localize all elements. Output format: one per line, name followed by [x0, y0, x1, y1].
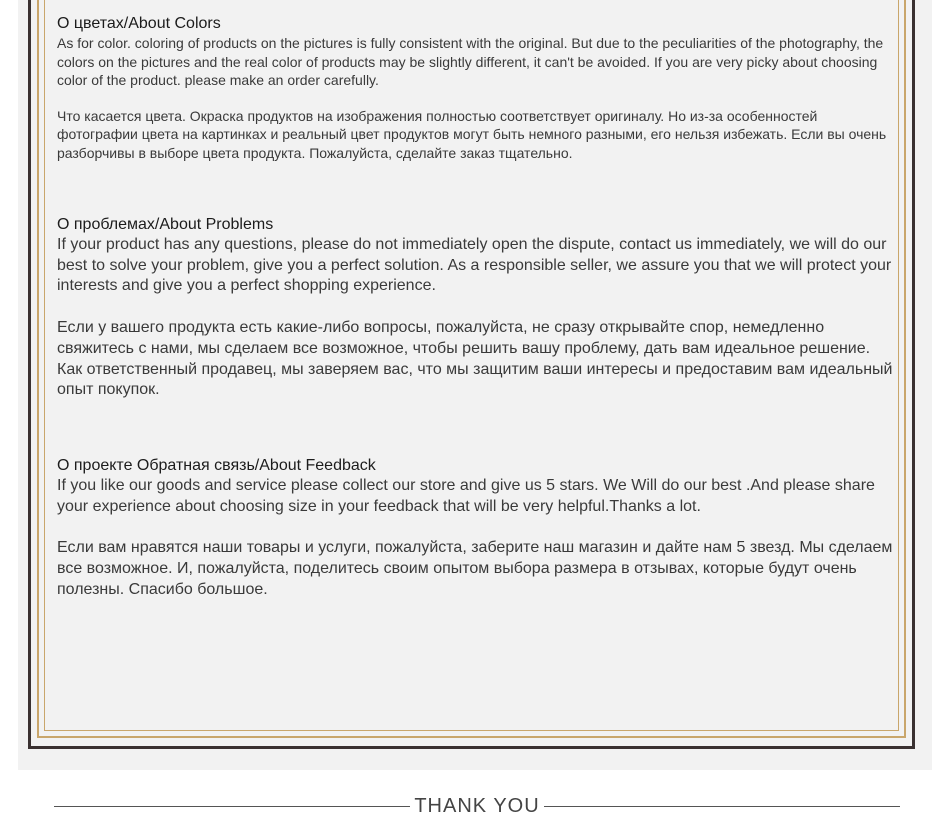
- feedback-heading: О проекте Обратная связь/About Feedback: [57, 456, 376, 474]
- thank-you-rule-left: [54, 806, 410, 807]
- notice-content: [57, 13, 897, 600]
- colors-heading: О цветах/About Colors: [57, 15, 221, 32]
- problems-heading: О проблемах/About Problems: [57, 216, 274, 233]
- feedback-english-text: If you like our goods and service please collect our store and give us 5 stars. We Will do our best .And please share your experience about choosing size in your feedback that will be very helpful.Thanks a lot.: [57, 476, 875, 515]
- colors-russian-text: Что касается цвета. Окраска продуктов на изображения полностью соответствует оригиналу. Но из-за особенностей фотографии цвета на картинках и реальный цвет продуктов могут быть немного разными, его нельзя избежать. Если вы очень разборчивы в выборе цвета продукта. Пожалуйста, сделайте заказ тщательно.: [57, 107, 887, 161]
- colors-section: [57, 13, 897, 162]
- thank-you-banner: [54, 793, 900, 819]
- problems-section: [57, 214, 897, 401]
- thank-you-rule-right: [544, 806, 900, 807]
- feedback-russian-text: Если вам нравятся наши товары и услуги, пожалуйста, заберите наш магазин и дайте нам 5 звезд. Мы сделаем все возможное. И, пожалуйста, поделитесь своим опытом выбора размера в отзывах, которые будут очень полезны. Спасибо большое.: [57, 539, 893, 598]
- thank-you-label: THANK YOU: [414, 794, 540, 817]
- colors-english-text: As for color. coloring of products on the pictures is fully consistent with the original. But due to the peculiarities of the photography, the colors on the pictures and the real color of products may be slightly different, it can't be avoided. If you are very picky about choosing color of the product. please make an order carefully.: [57, 35, 884, 88]
- feedback-section: [57, 455, 897, 601]
- problems-english-text: If your product has any questions, please do not immediately open the dispute, contact us immediately, we will do our best to solve your problem, give you a perfect solution. As a responsible seller, we assure you that we will protect your interests and give you a perfect shopping experience.: [57, 236, 892, 295]
- problems-russian-text: Если у вашего продукта есть какие-либо вопросы, пожалуйста, не сразу открывайте спор, немедленно свяжитесь с нами, мы сделаем все возможное, чтобы решить вашу проблему, дать вам идеальное решение. Как ответственный продавец, мы заверяем вас, что мы защитим ваши интересы и предоставим вам идеальный опыт покупок.: [57, 319, 893, 399]
